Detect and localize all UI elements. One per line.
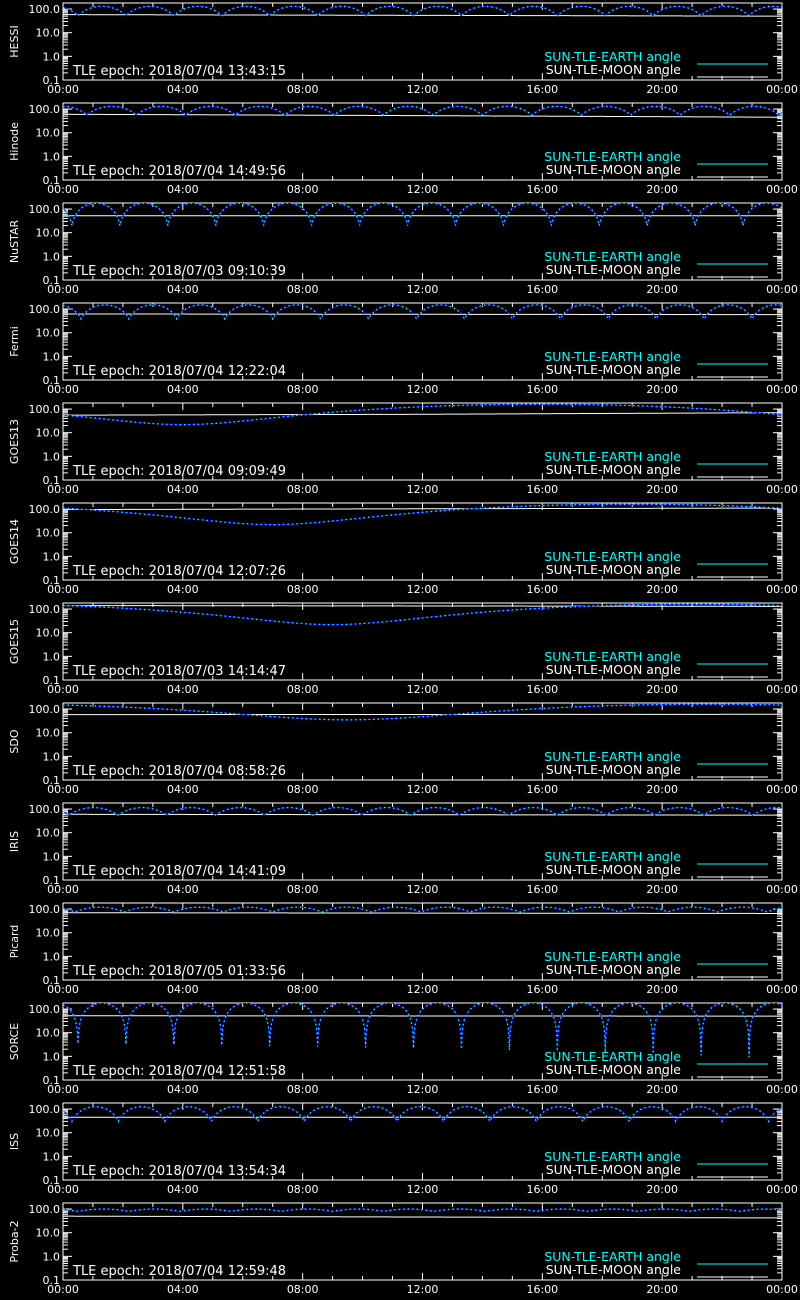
- x-tick-label: 04:00: [166, 883, 199, 896]
- x-tick-label: 16:00: [526, 483, 559, 496]
- x-tick-label: 16:00: [526, 883, 559, 896]
- legend-moon-label: SUN-TLE-MOON angle: [545, 1162, 681, 1177]
- y-tick-label: 10.0: [35, 426, 60, 440]
- y-tick-label: 10.0: [35, 526, 60, 540]
- y-tick-label: 100.0: [28, 803, 60, 817]
- x-tick-label: 04:00: [166, 483, 199, 496]
- panel-nustar: [8, 203, 798, 296]
- y-tick-label: 0.1: [42, 474, 60, 487]
- tle-epoch-label: TLE epoch: 2018/07/05 01:33:56: [73, 964, 287, 979]
- x-tick-label: 00:00: [47, 683, 79, 696]
- series-sun-tle-moon-line: [63, 913, 782, 914]
- x-tick-label: 12:00: [406, 1083, 439, 1096]
- y-tick-label: 1.0: [42, 750, 60, 764]
- y-tick-label: 10.0: [35, 226, 60, 240]
- y-tick-label: 0.1: [42, 874, 60, 887]
- x-tick-label: 04:00: [166, 1283, 199, 1296]
- y-tick-label: 0.1: [42, 1274, 60, 1287]
- y-tick-label: 100.0: [28, 503, 60, 517]
- tle-epoch-label: TLE epoch: 2018/07/04 12:59:48: [73, 1264, 287, 1279]
- y-tick-label: 100.0: [28, 603, 60, 617]
- x-tick-label: 16:00: [526, 1183, 559, 1196]
- x-tick-label: 00:00: [766, 1083, 798, 1096]
- x-tick-label: 04:00: [166, 1183, 199, 1196]
- x-tick-label: 20:00: [646, 383, 679, 396]
- panel-sdo: [8, 703, 798, 796]
- x-tick-label: 04:00: [166, 283, 199, 296]
- y-tick-label: 100.0: [28, 1103, 60, 1117]
- y-tick-label: 0.1: [42, 574, 60, 587]
- legend-earth-label: SUN-TLE-EARTH angle: [544, 949, 681, 964]
- x-tick-label: 00:00: [47, 1083, 79, 1096]
- y-tick-label: 1.0: [42, 550, 60, 564]
- tle-epoch-label: TLE epoch: 2018/07/04 14:41:09: [73, 864, 287, 879]
- tle-epoch-label: TLE epoch: 2018/07/04 14:49:56: [73, 164, 287, 179]
- y-tick-label: 1.0: [42, 250, 60, 264]
- panel-iris: [8, 803, 798, 896]
- x-tick-label: 08:00: [286, 1083, 319, 1096]
- y-tick-label: 0.1: [42, 374, 60, 387]
- legend-earth-label: SUN-TLE-EARTH angle: [544, 1149, 681, 1164]
- y-tick-label: 10.0: [35, 1226, 60, 1240]
- y-tick-label: 0.1: [42, 274, 60, 287]
- x-tick-label: 00:00: [766, 983, 798, 996]
- y-tick-label: 0.1: [42, 774, 60, 787]
- x-tick-label: 08:00: [286, 983, 319, 996]
- x-tick-label: 04:00: [166, 983, 199, 996]
- x-tick-label: 00:00: [766, 83, 798, 96]
- x-tick-label: 08:00: [286, 1183, 319, 1196]
- x-tick-label: 00:00: [766, 783, 798, 796]
- panel-satellite-label: SORCE: [8, 1022, 21, 1061]
- series-sun-tle-moon-line: [63, 413, 782, 415]
- x-tick-label: 16:00: [526, 683, 559, 696]
- legend-earth-label: SUN-TLE-EARTH angle: [544, 1049, 681, 1064]
- x-tick-label: 00:00: [766, 683, 798, 696]
- panel-satellite-label: HESSI: [8, 25, 21, 58]
- x-tick-label: 08:00: [286, 1283, 319, 1296]
- legend-moon-label: SUN-TLE-MOON angle: [545, 262, 681, 277]
- x-tick-label: 16:00: [526, 783, 559, 796]
- y-tick-label: 10.0: [35, 826, 60, 840]
- panel-satellite-label: GOES14: [8, 518, 21, 565]
- y-tick-label: 100.0: [28, 1003, 60, 1017]
- legend-earth-label: SUN-TLE-EARTH angle: [544, 449, 681, 464]
- x-tick-label: 16:00: [526, 583, 559, 596]
- y-tick-label: 10.0: [35, 1026, 60, 1040]
- x-tick-label: 00:00: [47, 883, 79, 896]
- x-tick-label: 00:00: [766, 383, 798, 396]
- x-tick-label: 00:00: [766, 483, 798, 496]
- y-tick-label: 100.0: [28, 703, 60, 717]
- x-tick-label: 04:00: [166, 83, 199, 96]
- legend-moon-label: SUN-TLE-MOON angle: [545, 562, 681, 577]
- x-tick-label: 04:00: [166, 783, 199, 796]
- x-tick-label: 20:00: [646, 883, 679, 896]
- x-tick-label: 20:00: [646, 583, 679, 596]
- x-tick-label: 00:00: [47, 383, 79, 396]
- y-tick-label: 0.1: [42, 1174, 60, 1187]
- x-tick-label: 12:00: [406, 483, 439, 496]
- x-tick-label: 00:00: [47, 783, 79, 796]
- x-tick-label: 00:00: [47, 983, 79, 996]
- x-tick-label: 12:00: [406, 83, 439, 96]
- x-tick-label: 20:00: [646, 1283, 679, 1296]
- x-tick-label: 04:00: [166, 383, 199, 396]
- y-tick-label: 10.0: [35, 726, 60, 740]
- y-tick-label: 100.0: [28, 203, 60, 217]
- x-tick-label: 00:00: [766, 183, 798, 196]
- tle-epoch-label: TLE epoch: 2018/07/04 09:09:49: [73, 464, 287, 479]
- x-tick-label: 16:00: [526, 383, 559, 396]
- legend-earth-label: SUN-TLE-EARTH angle: [544, 49, 681, 64]
- x-tick-label: 20:00: [646, 183, 679, 196]
- legend-moon-label: SUN-TLE-MOON angle: [545, 962, 681, 977]
- y-tick-label: 100.0: [28, 303, 60, 317]
- x-tick-label: 00:00: [766, 1283, 798, 1296]
- y-tick-label: 100.0: [28, 903, 60, 917]
- x-tick-label: 00:00: [766, 583, 798, 596]
- x-tick-label: 08:00: [286, 883, 319, 896]
- panel-iss: [8, 1103, 798, 1196]
- legend-earth-label: SUN-TLE-EARTH angle: [544, 149, 681, 164]
- y-tick-label: 1.0: [42, 1250, 60, 1264]
- x-tick-label: 20:00: [646, 983, 679, 996]
- panel-satellite-label: Hinode: [8, 122, 21, 161]
- legend-moon-label: SUN-TLE-MOON angle: [545, 1062, 681, 1077]
- legend-earth-label: SUN-TLE-EARTH angle: [544, 249, 681, 264]
- x-tick-label: 16:00: [526, 1083, 559, 1096]
- x-tick-label: 08:00: [286, 183, 319, 196]
- y-tick-label: 10.0: [35, 26, 60, 40]
- legend-moon-label: SUN-TLE-MOON angle: [545, 162, 681, 177]
- legend-earth-label: SUN-TLE-EARTH angle: [544, 849, 681, 864]
- x-tick-label: 20:00: [646, 283, 679, 296]
- y-tick-label: 100.0: [28, 3, 60, 17]
- y-tick-label: 1.0: [42, 850, 60, 864]
- x-tick-label: 08:00: [286, 83, 319, 96]
- x-tick-label: 12:00: [406, 1183, 439, 1196]
- legend-earth-label: SUN-TLE-EARTH angle: [544, 1249, 681, 1264]
- panel-satellite-label: GOES15: [8, 618, 21, 665]
- x-tick-label: 00:00: [47, 83, 79, 96]
- y-tick-label: 10.0: [35, 926, 60, 940]
- x-tick-label: 12:00: [406, 583, 439, 596]
- x-tick-label: 12:00: [406, 1283, 439, 1296]
- panel-goes15: [8, 603, 798, 696]
- series-sun-tle-moon-line: [63, 114, 782, 117]
- legend-moon-label: SUN-TLE-MOON angle: [545, 362, 681, 377]
- x-tick-label: 08:00: [286, 783, 319, 796]
- tle-epoch-label: TLE epoch: 2018/07/03 09:10:39: [73, 264, 287, 279]
- x-tick-label: 16:00: [526, 183, 559, 196]
- x-tick-label: 08:00: [286, 383, 319, 396]
- tle-epoch-label: TLE epoch: 2018/07/04 12:22:04: [73, 364, 287, 379]
- x-tick-label: 12:00: [406, 383, 439, 396]
- x-tick-label: 08:00: [286, 283, 319, 296]
- x-tick-label: 04:00: [166, 683, 199, 696]
- tle-epoch-label: TLE epoch: 2018/07/03 14:14:47: [73, 664, 287, 679]
- legend-moon-label: SUN-TLE-MOON angle: [545, 62, 681, 77]
- panel-goes13: [8, 403, 798, 496]
- x-tick-label: 00:00: [766, 283, 798, 296]
- legend-moon-label: SUN-TLE-MOON angle: [545, 1262, 681, 1277]
- y-tick-label: 0.1: [42, 74, 60, 87]
- y-tick-label: 10.0: [35, 1126, 60, 1140]
- x-tick-label: 20:00: [646, 483, 679, 496]
- y-tick-label: 1.0: [42, 1150, 60, 1164]
- x-tick-label: 12:00: [406, 883, 439, 896]
- x-tick-label: 00:00: [47, 483, 79, 496]
- legend-earth-label: SUN-TLE-EARTH angle: [544, 349, 681, 364]
- x-tick-label: 00:00: [47, 1183, 79, 1196]
- x-tick-label: 20:00: [646, 83, 679, 96]
- panel-picard: [8, 903, 798, 996]
- y-tick-label: 1.0: [42, 950, 60, 964]
- x-tick-label: 00:00: [47, 583, 79, 596]
- tle-epoch-label: TLE epoch: 2018/07/04 12:51:58: [73, 1064, 287, 1079]
- panel-satellite-label: NuSTAR: [8, 219, 21, 264]
- x-tick-label: 12:00: [406, 783, 439, 796]
- x-tick-label: 20:00: [646, 1183, 679, 1196]
- legend-earth-label: SUN-TLE-EARTH angle: [544, 649, 681, 664]
- x-tick-label: 20:00: [646, 783, 679, 796]
- y-tick-label: 100.0: [28, 103, 60, 117]
- panel-satellite-label: IRIS: [8, 830, 21, 853]
- x-tick-label: 00:00: [47, 283, 79, 296]
- y-tick-label: 10.0: [35, 626, 60, 640]
- panel-satellite-label: Proba-2: [8, 1220, 21, 1263]
- y-tick-label: 1.0: [42, 50, 60, 64]
- legend-moon-label: SUN-TLE-MOON angle: [545, 662, 681, 677]
- x-tick-label: 08:00: [286, 583, 319, 596]
- panel-sorce: [8, 1003, 798, 1096]
- x-tick-label: 00:00: [47, 1283, 79, 1296]
- series-sun-tle-moon-line: [63, 814, 782, 815]
- x-tick-label: 04:00: [166, 583, 199, 596]
- tle-epoch-label: TLE epoch: 2018/07/04 13:54:34: [73, 1164, 287, 1179]
- x-tick-label: 20:00: [646, 683, 679, 696]
- y-tick-label: 0.1: [42, 974, 60, 987]
- y-tick-label: 10.0: [35, 126, 60, 140]
- x-tick-label: 12:00: [406, 283, 439, 296]
- panel-satellite-label: SDO: [8, 729, 21, 754]
- panel-satellite-label: GOES13: [8, 418, 21, 465]
- x-tick-label: 16:00: [526, 983, 559, 996]
- y-tick-label: 1.0: [42, 150, 60, 164]
- x-tick-label: 08:00: [286, 683, 319, 696]
- tle-epoch-label: TLE epoch: 2018/07/04 13:43:15: [73, 64, 287, 79]
- y-tick-label: 10.0: [35, 326, 60, 340]
- panel-satellite-label: Fermi: [8, 326, 21, 357]
- x-tick-label: 00:00: [766, 883, 798, 896]
- panel-satellite-label: Picard: [8, 924, 21, 959]
- y-tick-label: 1.0: [42, 650, 60, 664]
- y-tick-label: 1.0: [42, 450, 60, 464]
- panel-fermi: [8, 303, 798, 396]
- x-tick-label: 20:00: [646, 1083, 679, 1096]
- legend-moon-label: SUN-TLE-MOON angle: [545, 462, 681, 477]
- x-tick-label: 16:00: [526, 83, 559, 96]
- series-sun-tle-moon-line: [63, 15, 782, 17]
- x-tick-label: 12:00: [406, 683, 439, 696]
- y-tick-label: 1.0: [42, 350, 60, 364]
- panel-hessi: [8, 3, 798, 96]
- legend-earth-label: SUN-TLE-EARTH angle: [544, 749, 681, 764]
- panel-goes14: [8, 503, 798, 596]
- tle-epoch-label: TLE epoch: 2018/07/04 12:07:26: [73, 564, 287, 579]
- y-tick-label: 0.1: [42, 1074, 60, 1087]
- tle-epoch-label: TLE epoch: 2018/07/04 08:58:26: [73, 764, 287, 779]
- y-tick-label: 0.1: [42, 674, 60, 687]
- y-tick-label: 0.1: [42, 174, 60, 187]
- panel-hinode: [8, 103, 798, 196]
- series-sun-tle-moon-line: [63, 606, 782, 607]
- y-tick-label: 1.0: [42, 1050, 60, 1064]
- legend-moon-label: SUN-TLE-MOON angle: [545, 862, 681, 877]
- y-tick-label: 100.0: [28, 403, 60, 417]
- x-tick-label: 08:00: [286, 483, 319, 496]
- x-tick-label: 16:00: [526, 283, 559, 296]
- x-tick-label: 16:00: [526, 1283, 559, 1296]
- y-tick-label: 100.0: [28, 1203, 60, 1217]
- legend-moon-label: SUN-TLE-MOON angle: [545, 762, 681, 777]
- panel-satellite-label: ISS: [8, 1132, 21, 1151]
- x-tick-label: 00:00: [47, 183, 79, 196]
- x-tick-label: 12:00: [406, 983, 439, 996]
- legend-earth-label: SUN-TLE-EARTH angle: [544, 549, 681, 564]
- x-tick-label: 04:00: [166, 183, 199, 196]
- series-sun-tle-moon-line: [63, 314, 782, 315]
- x-tick-label: 00:00: [766, 1183, 798, 1196]
- x-tick-label: 04:00: [166, 1083, 199, 1096]
- panel-proba-2: [8, 1203, 798, 1296]
- x-tick-label: 12:00: [406, 183, 439, 196]
- series-sun-tle-moon-line: [63, 1216, 782, 1218]
